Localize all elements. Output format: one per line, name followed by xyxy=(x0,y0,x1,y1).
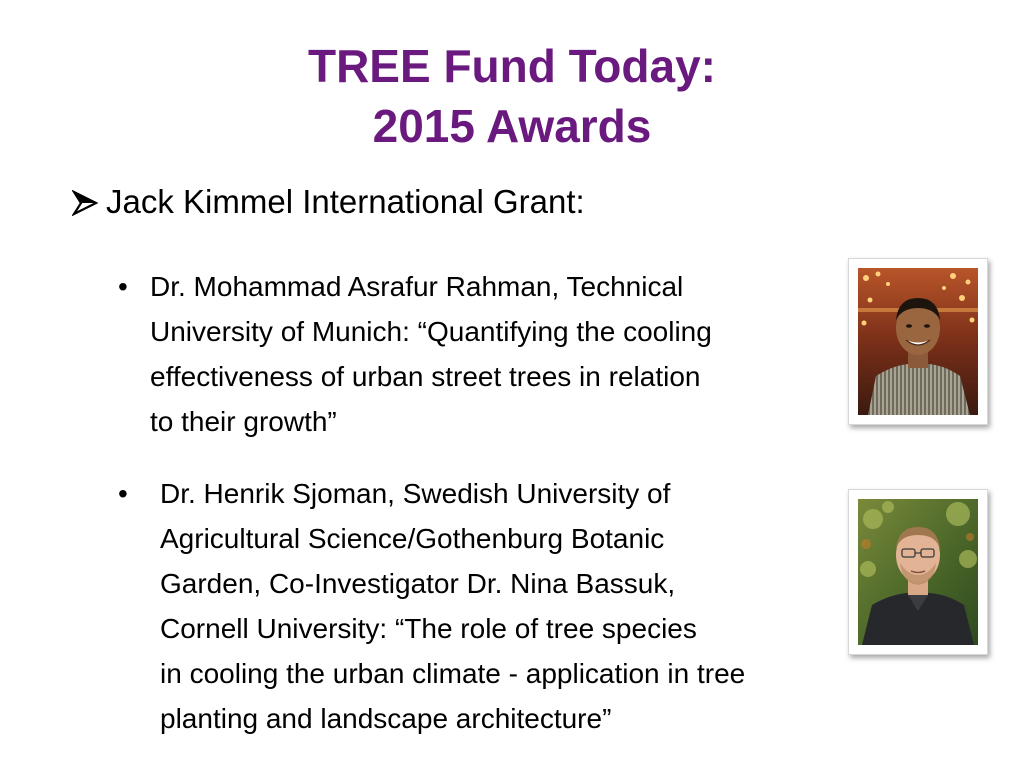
slide-title xyxy=(0,36,1024,156)
awardee-item-1 xyxy=(118,264,712,444)
bullet-dot-icon: • xyxy=(118,478,128,509)
awardee-2-line: in cooling the urban climate - application in tree xyxy=(160,658,746,689)
awardee-1-photo xyxy=(848,258,988,425)
awardee-2-line: Cornell University: “The role of tree species xyxy=(160,613,697,644)
awardee-2-photo xyxy=(848,489,988,655)
awardee-2-line: Agricultural Science/Gothenburg Botanic xyxy=(160,523,665,554)
awardee-item-2 xyxy=(118,471,745,741)
arrow-bullet-icon xyxy=(72,180,106,216)
awardee-1-line: effectiveness of urban street trees in relation xyxy=(150,361,701,392)
bullet-dot-icon: • xyxy=(118,271,128,302)
awardee-2-line: planting and landscape architecture” xyxy=(160,703,612,734)
title-line-1: TREE Fund Today: xyxy=(307,40,716,92)
title-line-2: 2015 Awards xyxy=(372,100,652,152)
awardee-2-line: Garden, Co-Investigator Dr. Nina Bassuk, xyxy=(160,568,676,599)
awardee-1-line: University of Munich: “Quantifying the cooling xyxy=(150,316,712,347)
section-heading xyxy=(72,180,585,224)
awardee-1-line: to their growth” xyxy=(150,406,337,437)
awardee-1-line: Dr. Mohammad Asrafur Rahman, Technical xyxy=(150,271,684,302)
section-heading-text: Jack Kimmel International Grant: xyxy=(106,183,585,220)
awardee-2-line: Dr. Henrik Sjoman, Swedish University of xyxy=(160,478,671,509)
